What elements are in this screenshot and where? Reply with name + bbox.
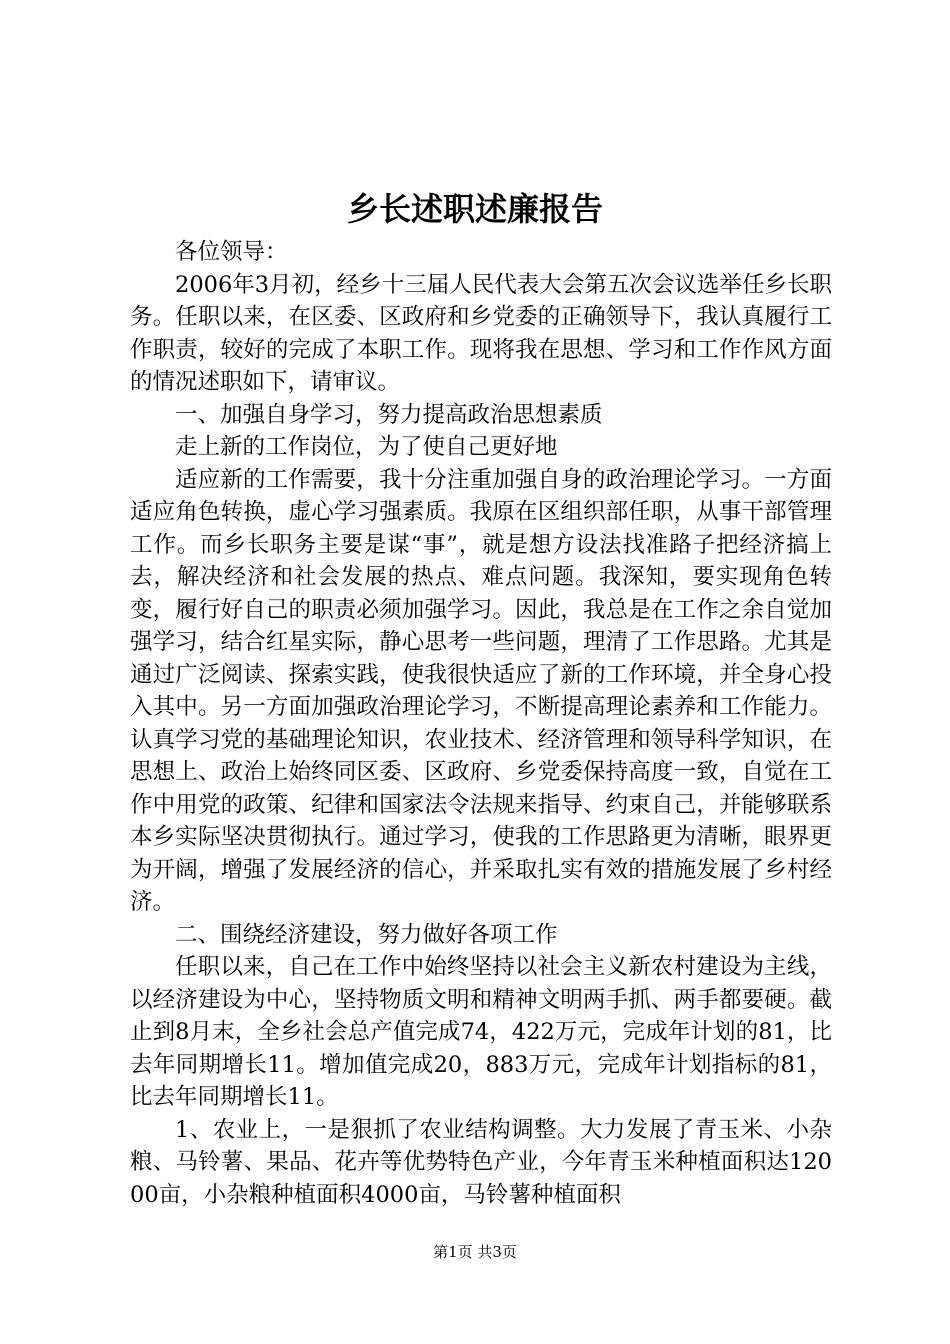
salutation: 各位领导： xyxy=(175,239,288,265)
section-heading-2: 二、围绕经济建设，努力做好各项工作 xyxy=(175,921,558,948)
document-title: 乡长述职述廉报告 xyxy=(346,190,603,228)
section-heading-1: 一、加强自身学习，努力提高政治思想素质 xyxy=(175,401,603,428)
agriculture-paragraph: 1、农业上，一是狠抓了农业结构调整。大力发展了青玉米、小杂粮、马铃薯、果品、花卉等优势特色产业，今年青玉米种植面积达12000亩，小杂粮种植面积4000亩，马铃薯种植面积 xyxy=(130,1116,832,1208)
intro-paragraph: 2006年3月初，经乡十三届人民代表大会第五次会议选举任乡长职务。任职以来，在区委、区政府和乡党委的正确领导下，我认真履行工作职责，较好的完成了本职工作。现将我在思想、学习和工作作风方面的情况述职如下，请审议。 xyxy=(130,271,832,395)
document-body xyxy=(130,236,832,1211)
section-1-body: 适应新的工作需要，我十分注重加强自身的政治理论学习。一方面适应角色转换，虚心学习强素质。我原在区组织部任职，从事干部管理工作。而乡长职务主要是谋“事”，就是想方设法找准路子把经济搞上去，解决经济和社会发展的热点、难点问题。我深知，要实现角色转变，履行好自己的职责必须加强学习。因此，我总是在工作之余自觉加强学习，结合红星实际，静心思考一些问题，理清了工作思路。尤其是通过广泛阅读、探索实践，使我很快适应了新的工作环境，并全身心投入其中。另一方面加强政治理论学习，不断提高理论素养和工作能力。认真学习党的基础理论知识，农业技术、经济管理和领导科学知识，在思想上、政治上始终同区委、区政府、乡党委保持高度一致，自觉在工作中用党的政策、纪律和国家法令法规来指导、约束自己，并能够联系本乡实际坚决贯彻执行。通过学习，使我的工作思路更为清晰，眼界更为开阔，增强了发展经济的信心，并采取扎实有效的措施发展了乡村经济。 xyxy=(130,466,832,915)
page-footer: 第1页 共3页 xyxy=(433,1243,517,1261)
section-2-body: 任职以来，自己在工作中始终坚持以社会主义新农村建设为主线，以经济建设为中心，坚持物质文明和精神文明两手抓、两手都要硬。截止到8月末，全乡社会总产值完成74，422万元，完成年计划的81，比去年同期增长11。增加值完成20，883万元，完成年计划指标的81，比去年同期增长11。 xyxy=(130,954,832,1110)
section-1-lead: 走上新的工作岗位，为了使自己更好地 xyxy=(175,434,558,460)
